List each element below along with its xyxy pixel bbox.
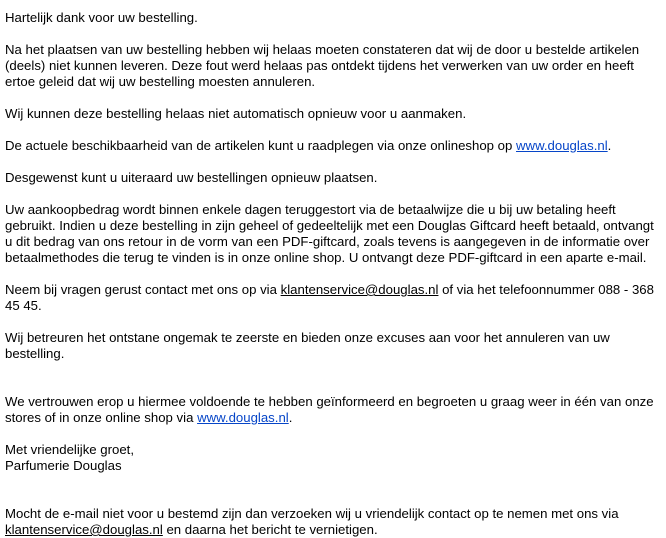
paragraph-availability-text: De actuele beschikbaarheid van de artikelen kunt u raadplegen via onze onlineshop op — [5, 138, 517, 153]
paragraph-disclaimer — [5, 506, 657, 538]
paragraph-cancellation: Na het plaatsen van uw bestelling hebben wij helaas moeten constateren dat wij de door u bestelde artikelen (deels) niet kunnen leveren. Deze fout werd helaas pas ontdekt tijdens het verwerken van uw order en heeft ertoe geleid dat wij uw bestelling moesten annuleren. — [5, 42, 640, 89]
email-body — [5, 10, 657, 538]
customer-service-email-link-2[interactable]: klantenservice@douglas.nl — [5, 522, 163, 537]
paragraph-disclaimer-text: Mocht de e-mail niet voor u bestemd zijn dan verzoeken wij u vriendelijk contact op te nemen met ons via — [5, 506, 619, 521]
paragraph-availability-end: . — [607, 138, 612, 153]
greeting: Hartelijk dank voor uw bestelling. — [5, 10, 198, 25]
paragraph-apology: Wij betreuren het ontstane ongemak te zeerste en bieden onze excuses aan voor het annuleren van uw bestelling. — [5, 330, 610, 361]
paragraph-welcome-back-text: We vertrouwen erop u hiermee voldoende te hebben geïnformeerd en begroeten u graag weer in één van onze stores of in onze online shop via — [5, 394, 654, 425]
paragraph-disclaimer-end: en daarna het bericht te vernietigen. — [162, 522, 378, 537]
paragraph-welcome-back — [5, 394, 657, 426]
paragraph-contact-phone: of via het telefoonnummer 088 - 368 45 45. — [5, 282, 654, 313]
paragraph-welcome-back-end: . — [288, 410, 293, 425]
paragraph-refund: Uw aankoopbedrag wordt binnen enkele dagen teruggestort via de betaalwijze die u bij uw betaling heeft gebruikt. Indien u deze bestelling in zijn geheel of gedeeltelijk met een Douglas Giftcard heeft betaald, ontvangt u dit bedrag van ons retour in de vorm van een PDF-giftcard, zoals tevens is aangegeven in de informatie over betaalmethodes die terug te vinden is in onze online shop. U ontvangt deze PDF-giftcard in een aparte e-mail. — [5, 202, 654, 265]
paragraph-availability — [5, 138, 657, 154]
paragraph-contact — [5, 282, 657, 314]
douglas-website-link-2[interactable]: www.douglas.nl — [197, 410, 289, 425]
paragraph-reorder: Desgewenst kunt u uiteraard uw bestellingen opnieuw plaatsen. — [5, 170, 378, 185]
sender-signature: Parfumerie Douglas — [5, 458, 122, 473]
paragraph-contact-text: Neem bij vragen gerust contact met ons op via — [5, 282, 281, 297]
douglas-website-link[interactable]: www.douglas.nl — [516, 138, 608, 153]
paragraph-no-automatic-reorder: Wij kunnen deze bestelling helaas niet automatisch opnieuw voor u aanmaken. — [5, 106, 467, 121]
customer-service-email-link[interactable]: klantenservice@douglas.nl — [280, 282, 439, 297]
closing-greeting: Met vriendelijke groet, — [5, 442, 135, 457]
